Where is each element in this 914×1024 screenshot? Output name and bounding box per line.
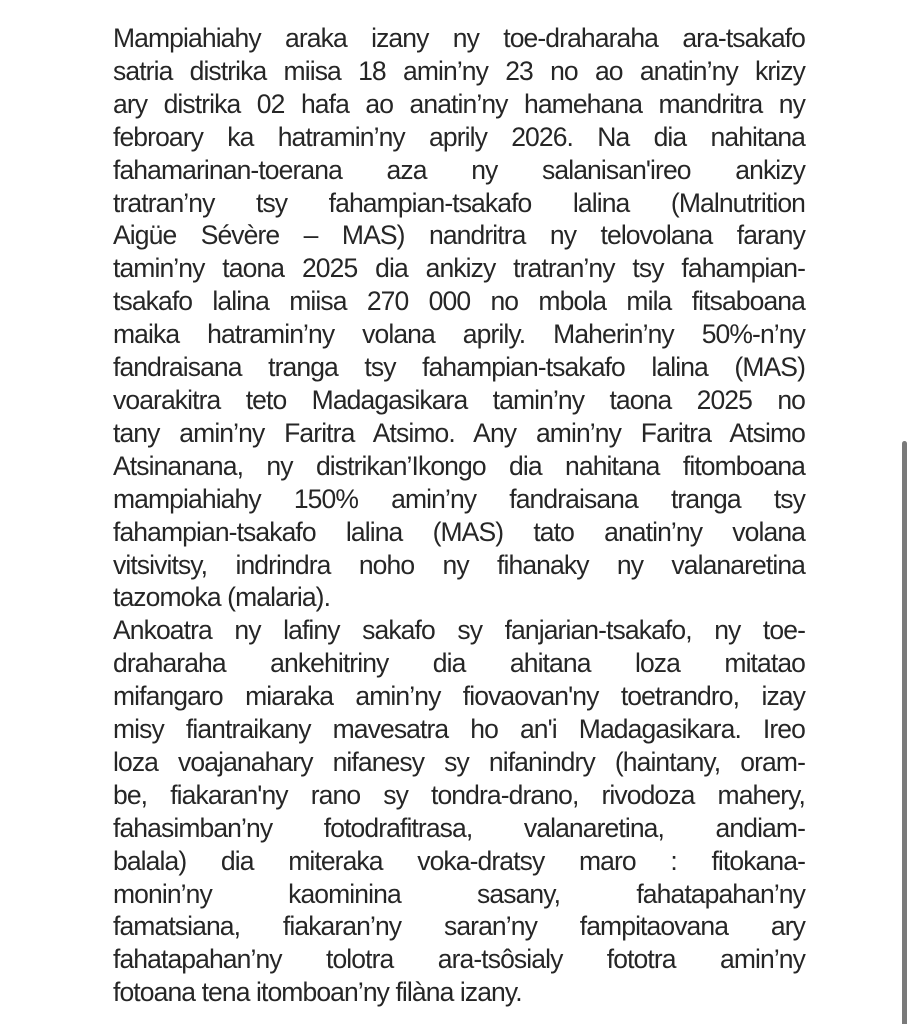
text-line: Aigüe Sévère – MAS) nandritra ny telovolana farany bbox=[113, 220, 805, 251]
text-line: Atsinanana, ny distrikan’Ikongo dia nahitana fitomboana bbox=[113, 450, 805, 481]
text-line: fotoana tena itomboan’ny filàna izany. bbox=[113, 977, 522, 1008]
document-body bbox=[113, 22, 805, 1009]
text-line: famatsiana, fiakaran’ny saran’ny fampitaovana ary bbox=[113, 911, 805, 942]
text-line: tamin’ny taona 2025 dia ankizy tratran’ny tsy fahampian- bbox=[113, 253, 805, 284]
text-line: mifangaro miaraka amin’ny fiovaovan'ny toetrandro, izay bbox=[113, 681, 805, 712]
text-line: be, fiakaran'ny rano sy tondra-drano, rivodoza mahery, bbox=[113, 779, 805, 810]
paragraph-climate-risks bbox=[113, 614, 805, 1009]
vertical-scrollbar-thumb[interactable] bbox=[902, 441, 907, 1024]
text-line: monin’ny kaominina sasany, fahatapahan’ny bbox=[113, 878, 805, 909]
text-line: vitsivitsy, indrindra noho ny fihanaky ny valanaretina bbox=[113, 549, 805, 580]
text-line: fahampian-tsakafo lalina (MAS) tato anatin’ny volana bbox=[113, 516, 805, 547]
text-line: fahatapahan’ny tolotra ara-tsôsialy fototra amin’ny bbox=[113, 944, 805, 975]
text-line: tazomoka (malaria). bbox=[113, 582, 331, 613]
text-line: Mampiahiahy araka izany ny toe-draharaha ara-tsakafo bbox=[113, 23, 805, 53]
text-line: balala) dia miteraka voka-dratsy maro : fitokana- bbox=[113, 845, 805, 876]
text-line: draharaha ankehitriny dia ahitana loza mitatao bbox=[113, 648, 805, 679]
paragraph-food-situation bbox=[113, 22, 805, 614]
text-line: voarakitra teto Madagasikara tamin’ny taona 2025 no bbox=[113, 384, 805, 415]
text-line: tratran’ny tsy fahampian-tsakafo lalina (Malnutrition bbox=[113, 187, 805, 218]
text-line: tany amin’ny Faritra Atsimo. Any amin’ny Faritra Atsimo bbox=[113, 417, 805, 448]
text-line: Ankoatra ny lafiny sakafo sy fanjarian-tsakafo, ny toe- bbox=[113, 615, 805, 646]
text-line: febroary ka hatramin’ny aprily 2026. Na dia nahitana bbox=[113, 121, 805, 152]
text-line: misy fiantraikany mavesatra ho an'i Madagasikara. Ireo bbox=[113, 714, 805, 745]
text-line: ary distrika 02 hafa ao anatin’ny hamehana mandritra ny bbox=[113, 88, 805, 119]
text-line: mampiahiahy 150% amin’ny fandraisana tranga tsy bbox=[113, 483, 805, 514]
text-line: fahamarinan-toerana aza ny salanisan'ireo ankizy bbox=[113, 154, 805, 185]
text-line: satria distrika miisa 18 amin’ny 23 no ao anatin’ny krizy bbox=[113, 55, 805, 86]
text-line: maika hatramin’ny volana aprily. Maherin’ny 50%-n’ny bbox=[113, 319, 805, 350]
text-line: fandraisana tranga tsy fahampian-tsakafo lalina (MAS) bbox=[113, 352, 805, 383]
text-line: fahasimban’ny fotodrafitrasa, valanaretina, andiam- bbox=[113, 812, 805, 843]
text-line: tsakafo lalina miisa 270 000 no mbola mila fitsaboana bbox=[113, 286, 805, 317]
text-line: loza voajanahary nifanesy sy nifanindry (haintany, oram- bbox=[113, 746, 805, 777]
